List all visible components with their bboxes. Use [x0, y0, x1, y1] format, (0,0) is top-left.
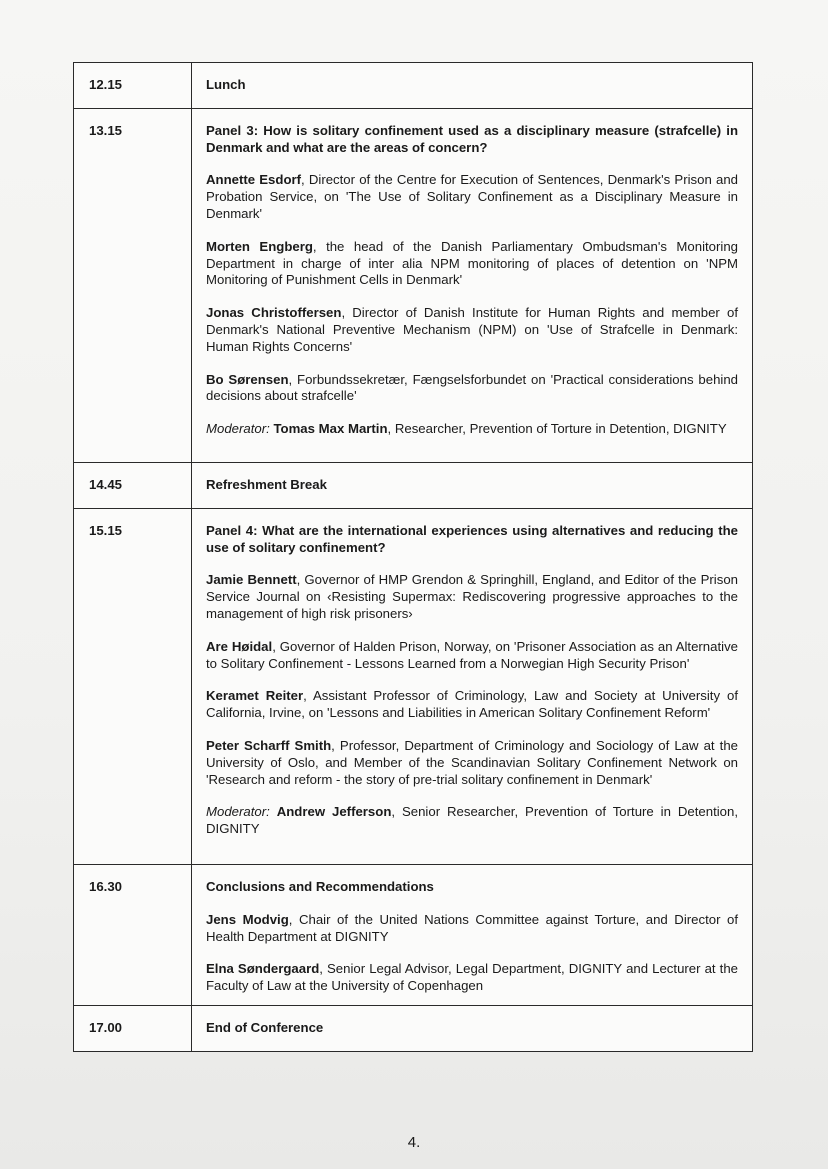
speaker-entry — [206, 912, 738, 946]
session-title: Panel 3: How is solitary confinement used as a disciplinary measure (strafcelle) in Denmark and what are the areas of concern? — [206, 122, 738, 155]
moderator-label: Moderator: — [206, 421, 270, 437]
speaker-entry — [206, 639, 738, 673]
moderator-entry — [206, 804, 738, 838]
moderator-name: Andrew Jefferson — [276, 804, 392, 820]
schedule-row-panel-4 — [74, 508, 753, 864]
schedule-row-end — [74, 1005, 753, 1051]
time-cell: 13.15 — [74, 108, 192, 462]
session-title: End of Conference — [206, 1019, 324, 1035]
session-title: Refreshment Break — [206, 476, 327, 492]
moderator-description: , Researcher, Prevention of Torture in Detention, DIGNITY — [387, 421, 727, 437]
speaker-name: Annette Esdorf — [206, 172, 302, 188]
speaker-name: Elna Søndergaard — [206, 961, 320, 977]
time-cell: 16.30 — [74, 864, 192, 1005]
speaker-description: , Forbundssekretær, Fængselsforbundet on 'Practical considerations behind decisions about strafcelle' — [206, 371, 738, 404]
speaker-entry — [206, 239, 738, 289]
speaker-description: , Governor of Halden Prison, Norway, on 'Prisoner Association as an Alternative to Solitary Confinement - Lessons Learned from a Norwegian High Security Prison' — [206, 638, 738, 671]
schedule-row-conclusions — [74, 864, 753, 1005]
speaker-description: , Senior Legal Advisor, Legal Department, DIGNITY and Lecturer at the Faculty of Law at the University of Copenhagen — [206, 961, 738, 994]
session-title: Panel 4: What are the international experiences using alternatives and reducing the use of solitary confinement? — [206, 522, 738, 555]
speaker-description: , Chair of the United Nations Committee against Torture, and Director of Health Department at DIGNITY — [206, 911, 739, 944]
time-cell: 15.15 — [74, 508, 192, 864]
time-cell: 14.45 — [74, 462, 192, 508]
session-title: Conclusions and Recommendations — [206, 878, 434, 894]
speaker-description: , Assistant Professor of Criminology, Law and Society at University of California, Irvine, on 'Lessons and Liabilities in American Solitary Confinement Reform' — [206, 688, 739, 721]
session-title: Lunch — [206, 77, 246, 92]
speaker-name: Jamie Bennett — [206, 572, 297, 588]
speaker-description: , Director of Danish Institute for Human Rights and member of Denmark's National Preventive Mechanism (NPM) on 'Use of Strafcelle in Denmark: Human Rights Concerns' — [206, 305, 738, 354]
speaker-description: , the head of the Danish Parliamentary Ombudsman's Monitoring Department in charge of inter alia NPM monitoring of places of detention on 'NPM Monitoring of Punishment Cells in Denmark' — [206, 238, 738, 288]
speaker-name: Are Høidal — [206, 638, 273, 654]
moderator-label: Moderator: — [206, 804, 270, 820]
speaker-entry — [206, 688, 738, 722]
speaker-name: Peter Scharff Smith — [206, 737, 332, 753]
speaker-entry — [206, 961, 738, 995]
schedule-row-lunch — [74, 63, 753, 109]
schedule-row-break — [74, 462, 753, 508]
session-cell — [192, 864, 753, 1005]
speaker-name: Morten Engberg — [206, 238, 313, 254]
page-number: 4. — [407, 1134, 421, 1151]
speaker-name: Jens Modvig — [206, 911, 289, 927]
session-cell — [192, 462, 753, 508]
speaker-entry — [206, 572, 738, 622]
time-cell: 17.00 — [74, 1005, 192, 1051]
session-cell — [192, 63, 753, 109]
moderator-name: Tomas Max Martin — [273, 421, 388, 437]
schedule-table — [73, 62, 753, 1052]
moderator-entry — [206, 421, 738, 438]
speaker-name: Jonas Christoffersen — [206, 305, 342, 321]
session-cell — [192, 108, 753, 462]
moderator-description: , Senior Researcher, Prevention of Torture in Detention, DIGNITY — [206, 804, 738, 837]
speaker-entry — [206, 172, 738, 222]
speaker-entry — [206, 305, 738, 355]
session-cell — [192, 508, 753, 864]
session-cell — [192, 1005, 753, 1051]
speaker-description: , Professor, Department of Criminology and Sociology of Law at the University of Oslo, and Member of the Scandinavian Solitary Confinement Network on 'Research and reform - the story of pre-trial solitary confinement in Denmark' — [206, 737, 738, 787]
speaker-name: Bo Sørensen — [206, 371, 289, 387]
speaker-name: Keramet Reiter — [206, 688, 304, 704]
speaker-description: , Governor of HMP Grendon & Springhill, England, and Editor of the Prison Service Journal on ‹Resisting Supermax: Rediscovering progressive approaches to the management of high risk prisoners› — [206, 572, 738, 621]
speaker-entry — [206, 738, 738, 788]
time-cell: 12.15 — [74, 63, 192, 109]
speaker-description: , Director of the Centre for Execution of Sentences, Denmark's Prison and Probation Service, on 'The Use of Solitary Confinement as a Disciplinary Measure in Denmark' — [206, 172, 738, 221]
speaker-entry — [206, 372, 738, 406]
schedule-row-panel-3 — [74, 108, 753, 462]
